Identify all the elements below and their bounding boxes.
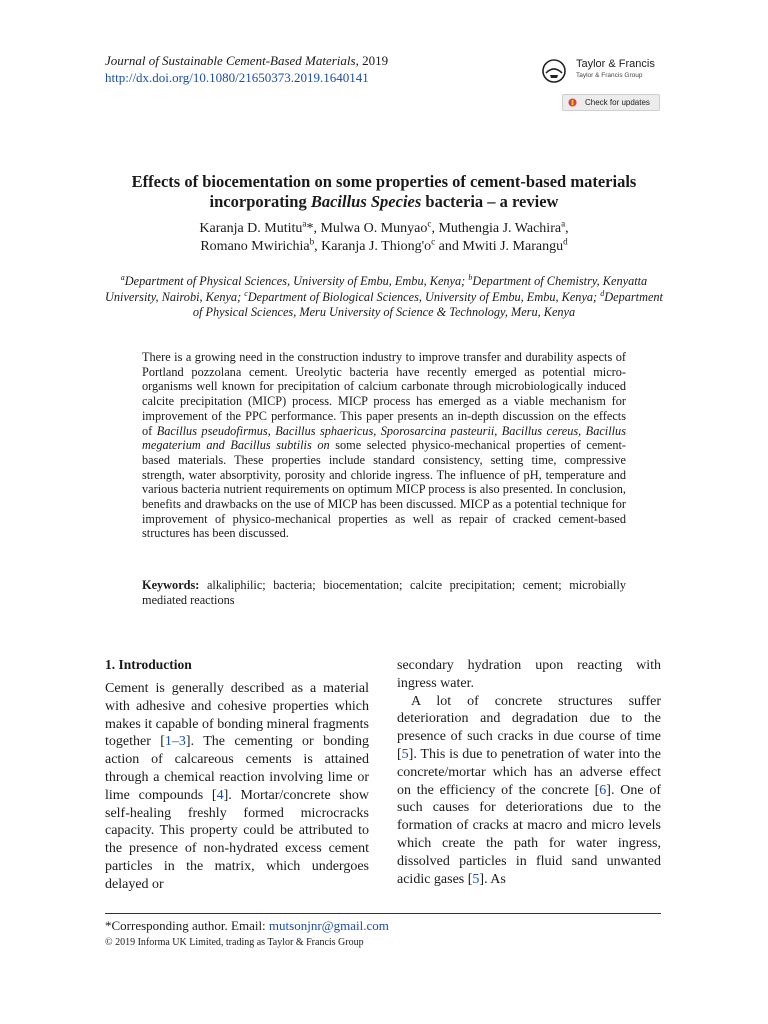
author-name: Karanja D. Mutitu bbox=[199, 221, 303, 236]
title-part: Effects of biocementation on some properties of cement-based materials incorporating bbox=[131, 172, 637, 211]
author-name: , Mulwa O. Munyao bbox=[313, 221, 428, 236]
affil-sup: a bbox=[120, 272, 125, 282]
publisher-group: Taylor & Francis Group bbox=[576, 72, 643, 79]
keywords-text: alkaliphilic; bacteria; biocementation; calcite precipitation; cement; microbially mediated reactions bbox=[142, 578, 626, 607]
title-part: bacteria – a review bbox=[421, 192, 559, 211]
affil-sup: d bbox=[600, 288, 605, 298]
body-text: ]. Mortar/concrete show self-healing freshly formed microcracks capacity. This property could be attributed to the presence of non-hydrated excess cement particles in the matrix, which undergoes delayed or bbox=[105, 787, 369, 892]
affiliations bbox=[100, 274, 668, 321]
email-link[interactable]: mutsonjnr@gmail.com bbox=[268, 918, 389, 933]
abstract-text: There is a growing need in the construction industry to improve transfer and durability aspects of Portland pozzolana cement. Ureolytic bacteria have recently emerged as potential micro-organisms well known for precipitation of calcium carbonate through microbiologically induced calcite precipitation (MICP) process. MICP process has emerged as a viable mechanism for improvement of the PPC performance. This paper presents an in-depth discussion on the effects of bbox=[142, 350, 626, 438]
doi-link[interactable]: http://dx.doi.org/10.1080/21650373.2019.1640141 bbox=[105, 70, 369, 85]
body-text: ]. This is due to penetration of water into the concrete/mortar which has an adverse effect on the efficiency of the concrete [ bbox=[397, 746, 661, 798]
section-heading: 1. Introduction bbox=[105, 657, 192, 672]
affil-text: Department of Chemistry, Kenyatta University, Nairobi, Kenya; bbox=[105, 274, 648, 304]
author-affil-sup: c bbox=[427, 218, 432, 229]
author-name: , Muthengia J. Wachira bbox=[431, 221, 562, 236]
affil-sup: b bbox=[468, 272, 473, 282]
corresponding-mark: * bbox=[306, 221, 314, 236]
title-species: Bacillus Species bbox=[310, 192, 422, 211]
abstract bbox=[142, 350, 626, 541]
corresponding-author bbox=[105, 918, 389, 934]
author-affil-sup: c bbox=[431, 236, 436, 247]
body-text: ]. As bbox=[479, 871, 506, 887]
corr-label: *Corresponding author. Email: bbox=[105, 918, 269, 933]
author-name: , Karanja J. Thiong'o bbox=[314, 239, 432, 254]
paragraph bbox=[397, 693, 661, 889]
publisher-name: Taylor & Francis bbox=[576, 58, 655, 70]
reference-link[interactable]: 4 bbox=[216, 787, 224, 803]
author-separator: , bbox=[565, 221, 569, 236]
keywords bbox=[142, 578, 626, 608]
body-text: ]. The cementing or bonding action of calcareous cements is attained through a chemical reaction involving lime or lime compounds [ bbox=[105, 734, 369, 803]
left-column bbox=[105, 680, 369, 894]
journal-year: , 2019 bbox=[355, 53, 389, 68]
journal-name: Journal of Sustainable Cement-Based Materials bbox=[105, 53, 356, 68]
author-affil-sup: d bbox=[563, 236, 568, 247]
author-affil-sup: b bbox=[309, 236, 315, 247]
reference-link[interactable]: 5 bbox=[472, 871, 480, 887]
reference-link[interactable]: 5 bbox=[401, 746, 409, 762]
body-text: A lot of concrete structures suffer deterioration and degradation due to the presence of such cracks in due course of time [ bbox=[397, 693, 661, 762]
abstract-text: some selected physico-mechanical properties of cement-based materials. These properties include standard consistency, setting time, compressive strength, water absorptivity, porosity and chloride ingress. The influence of pH, temperature and various bacteria nutrient requirements on optimum MICP process is also presented. In conclusion, benefits and drawbacks on the use of MICP has been discussed. MICP as a potential technique for improvement of physico-mechanical properties as well as repair of cracked cement-based structures has been discussed. bbox=[142, 438, 626, 541]
author-name: Romano Mwirichia bbox=[200, 239, 310, 254]
paper-title bbox=[90, 172, 678, 212]
check-updates-label: Check for updates bbox=[585, 98, 650, 107]
body-text: ]. One of such causes for deteriorations due to the formation of cracks at macro and micro levels which create the path for water ingress, dissolved particles in fluid sand unwanted acidic gases [ bbox=[397, 782, 661, 887]
author-name: and Mwiti J. Marangu bbox=[435, 239, 564, 254]
crossmark-icon bbox=[568, 98, 577, 107]
paragraph: secondary hydration upon reacting with ingress water. bbox=[397, 658, 661, 691]
reference-link[interactable]: 6 bbox=[599, 782, 607, 798]
author-affil-sup: a bbox=[302, 218, 307, 229]
affil-text: Department of Physical Sciences, Meru University of Science & Technology, Meru, Kenya bbox=[192, 289, 663, 319]
body-text: Cement is generally described as a material with adhesive and cohesive properties which makes it capable of bonding mineral fragments together [ bbox=[105, 681, 369, 750]
author-affil-sup: a bbox=[561, 218, 566, 229]
keywords-label: Keywords: bbox=[142, 578, 200, 592]
paragraph bbox=[105, 680, 369, 894]
abstract-species: Bacillus pseudofirmus, Bacillus sphaericus, Sporosarcina pasteurii, Bacillus cereus, Bacillus megaterium and Bacillus subtilis on bbox=[142, 423, 626, 453]
copyright: © 2019 Informa UK Limited, trading as Taylor & Francis Group bbox=[105, 937, 364, 948]
journal-citation bbox=[105, 53, 388, 69]
check-updates-button[interactable] bbox=[562, 94, 660, 111]
affil-text: Department of Biological Sciences, University of Embu, Embu, Kenya; bbox=[247, 289, 601, 304]
footnote-divider bbox=[105, 913, 661, 914]
right-column bbox=[397, 657, 661, 888]
reference-link[interactable]: 1–3 bbox=[164, 734, 186, 750]
author-list bbox=[90, 220, 678, 256]
affil-sup: c bbox=[244, 288, 248, 298]
affil-text: Department of Physical Sciences, University of Embu, Embu, Kenya; bbox=[124, 274, 469, 288]
